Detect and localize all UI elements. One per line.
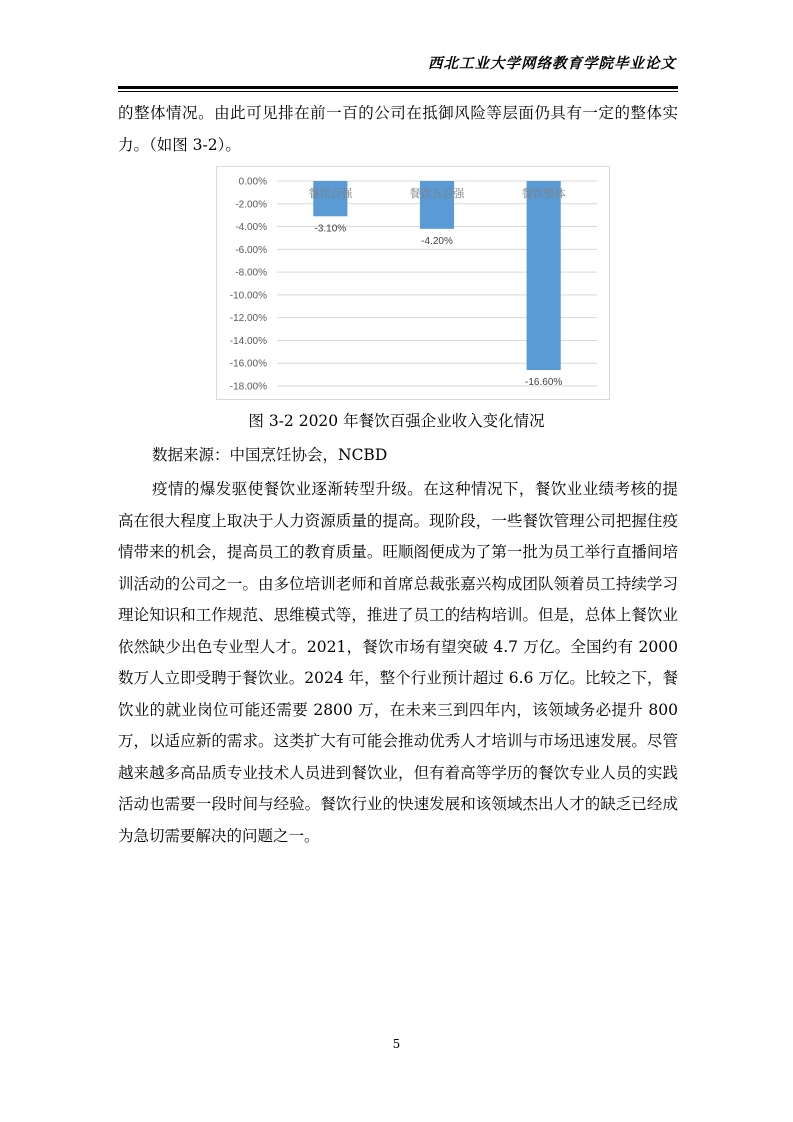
running-header: 西北工业大学网络教育学院毕业论文 <box>428 55 676 72</box>
category-label: 餐饮五百强 <box>409 187 465 200</box>
category-label: 餐饮百强 <box>308 187 353 200</box>
y-tick-label: -12.00% <box>229 313 267 325</box>
chart-svg <box>217 167 609 399</box>
paragraph-body: 疫情的爆发驱使餐饮业逐渐转型升级。在这种情况下，餐饮业业绩考核的提高在很大程度上取决于人力资源质量的提高。现阶段，一些餐饮管理公司把握住疫情带来的机会，提高员工的教育质量。旺顺阁便成为了第一批为员工举行直播间培训活动的公司之一。由多位培训老师和首席总裁张嘉兴构成团队领着员工持续学习理论知识和工作规范、思维模式等，推进了员工的结构培训。但是，总体上餐饮业依然缺少出色专业型人才。2021，餐饮市场有望突破 4.7 万亿。全国约有 2000 数万人立即受聘于餐饮业。2024 年，整个行业预计超过 6.6 万亿。比较之下，餐饮业的就业岗位可能还需要 2800 万，在未来三到四年内，该领域务必提升 800 万，以适应新的需求。这类扩大有可能会推动优秀人才培训与市场迅速发展。尽管越来越多高品质专业技术人员进到餐饮业，但有着高等学历的餐饮专业人员的实践活动也需要一段时间与经验。餐饮行业的快速发展和该领域杰出人才的缺乏已经成为急切需要解决的问题之一。 <box>118 480 678 845</box>
page-number: 5 <box>392 1037 401 1051</box>
y-tick-label: -6.00% <box>235 244 267 256</box>
header-rule-thin <box>118 91 678 92</box>
data-label: -16.60% <box>525 377 563 389</box>
y-tick-label: -10.00% <box>229 290 267 302</box>
y-tick-label: -4.00% <box>235 222 267 234</box>
category-label: 餐饮整体 <box>521 187 566 200</box>
data-label: -3.10% <box>314 223 347 235</box>
y-tick-label: -8.00% <box>235 267 267 279</box>
paragraph-intro: 的整体情况。由此可见排在前一百的公司在抵御风险等层面仍具有一定的整体实力。（如图 3-2）。 <box>118 104 678 154</box>
header-rule-thick <box>118 86 678 89</box>
bar-chart <box>216 166 610 400</box>
data-source: 数据来源：中国烹饪协会，NCBD <box>152 446 388 464</box>
data-label: -4.20% <box>421 235 453 247</box>
y-tick-label: 0.00% <box>238 176 267 188</box>
bar <box>527 181 561 370</box>
y-tick-label: -18.00% <box>229 381 267 393</box>
y-tick-label: -14.00% <box>229 335 267 347</box>
figure-caption: 图 3-2 2020 年餐饮百强企业收入变化情况 <box>248 412 545 430</box>
y-tick-label: -2.00% <box>235 199 267 211</box>
y-tick-label: -16.00% <box>229 358 267 370</box>
